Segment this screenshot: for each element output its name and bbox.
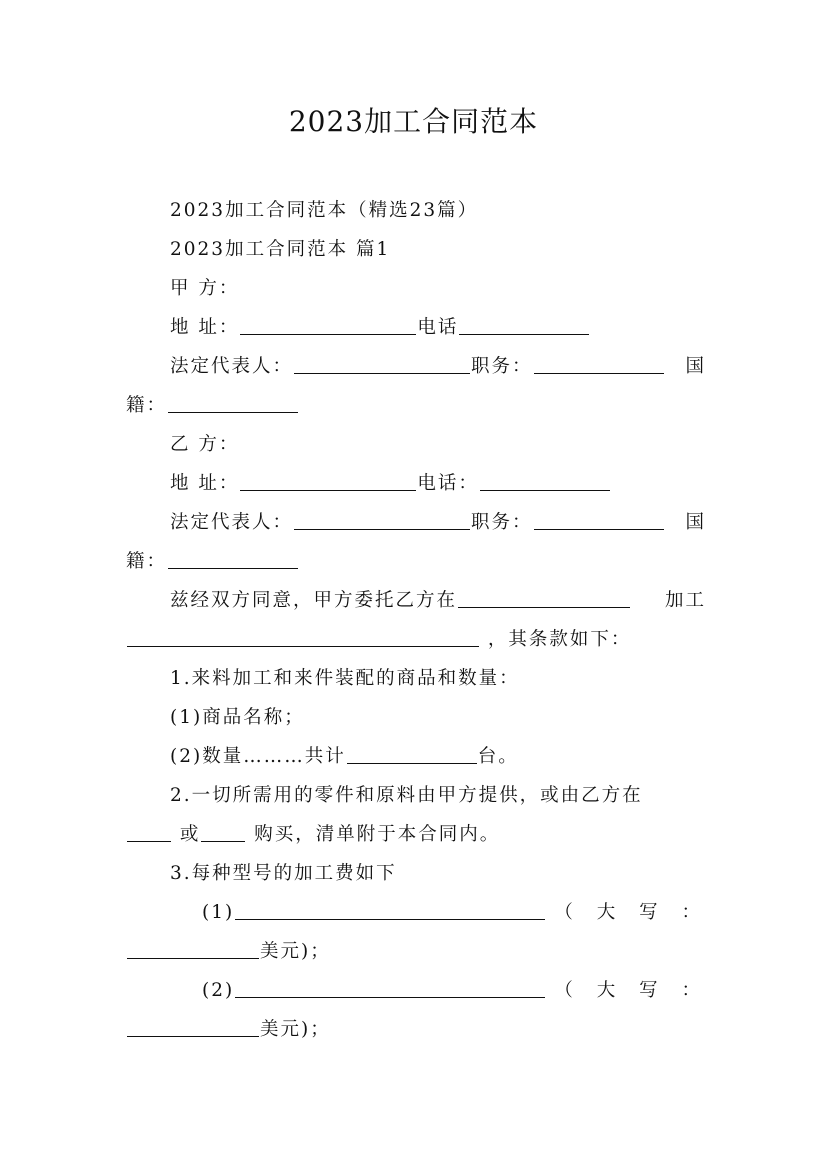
location-blank [458,589,630,608]
legal-rep-blank [294,511,470,530]
address-blank [240,316,416,335]
clause-1-2 [170,744,750,770]
fee-2-label: (2) [202,980,235,1001]
clause-1-1: (1)商品名称； [170,707,305,728]
fee-2-amount-row [126,1017,706,1043]
product-blank [127,628,479,647]
party-b-label: 乙 方： [170,434,240,455]
fee-2-paren: （ 大 写 ： [554,980,702,1001]
fee-2-amount-blank [127,1018,259,1037]
position-blank [534,355,664,374]
phone-label: 电话 [417,317,459,338]
fee-1-unit: 美元)； [260,941,331,962]
nationality-blank [168,394,298,413]
quantity-blank [347,745,477,764]
blank-1 [127,823,171,842]
fee-2-row [202,978,702,1004]
subtitle: 2023加工合同范本（精选23篇） [170,200,479,221]
legal-rep-label: 法定代表人： [170,512,294,533]
party-a-label: 甲 方： [170,278,240,299]
clause-2: 2.一切所需用的零件和原料由甲方提供，或由乙方在 [170,785,643,806]
agreement-terms-row [126,627,706,653]
document-title: 2023加工合同范本 [288,105,539,138]
nationality-head: 国 [685,356,706,377]
fee-2-blank [235,979,545,998]
agreement-row [170,588,706,614]
clause-2-continued [126,822,706,848]
clause-3: 3.每种型号的加工费如下 [170,863,397,884]
position-label: 职务： [471,356,533,377]
party-b-nationality-row [126,549,706,575]
fee-1-paren: （ 大 写 ： [554,902,702,923]
address-label: 地 址： [170,473,240,494]
nationality-label: 籍： [126,551,168,572]
legal-rep-label: 法定代表人： [170,356,294,377]
fee-1-amount-row [126,939,706,965]
party-a-address-row [170,315,750,341]
legal-rep-blank [294,355,470,374]
nationality-head: 国 [685,512,706,533]
section-heading: 2023加工合同范本 篇1 [170,239,391,260]
phone-blank [480,472,610,491]
address-blank [240,472,416,491]
nationality-label: 籍： [126,395,168,416]
fee-1-label: (1) [202,902,235,923]
process-word: 加工 [664,590,706,611]
agreement-text: 兹经双方同意，甲方委托乙方在 [170,590,458,611]
clause-2-rest: 购买，清单附于本合同内。 [254,824,501,845]
quantity-unit: 台。 [477,746,519,767]
phone-blank [459,316,589,335]
phone-label: 电话： [417,473,479,494]
position-blank [534,511,664,530]
position-label: 职务： [471,512,533,533]
fee-1-blank [235,901,545,920]
party-a-nationality-row [126,393,706,419]
party-b-legal-rep-row [170,510,706,536]
party-a-legal-rep-row [170,354,706,380]
quantity-label: (2)数量………共计 [170,746,346,767]
fee-2-unit: 美元)； [260,1019,331,1040]
nationality-blank [168,550,298,569]
or-word: 或 [179,824,201,845]
terms-text: ，其条款如下： [487,629,632,650]
address-label: 地 址： [170,317,240,338]
party-b-address-row [170,471,750,497]
fee-1-amount-blank [127,940,259,959]
blank-2 [201,823,245,842]
fee-1-row [202,900,702,926]
clause-1: 1.来料加工和来件装配的商品和数量： [170,668,520,689]
